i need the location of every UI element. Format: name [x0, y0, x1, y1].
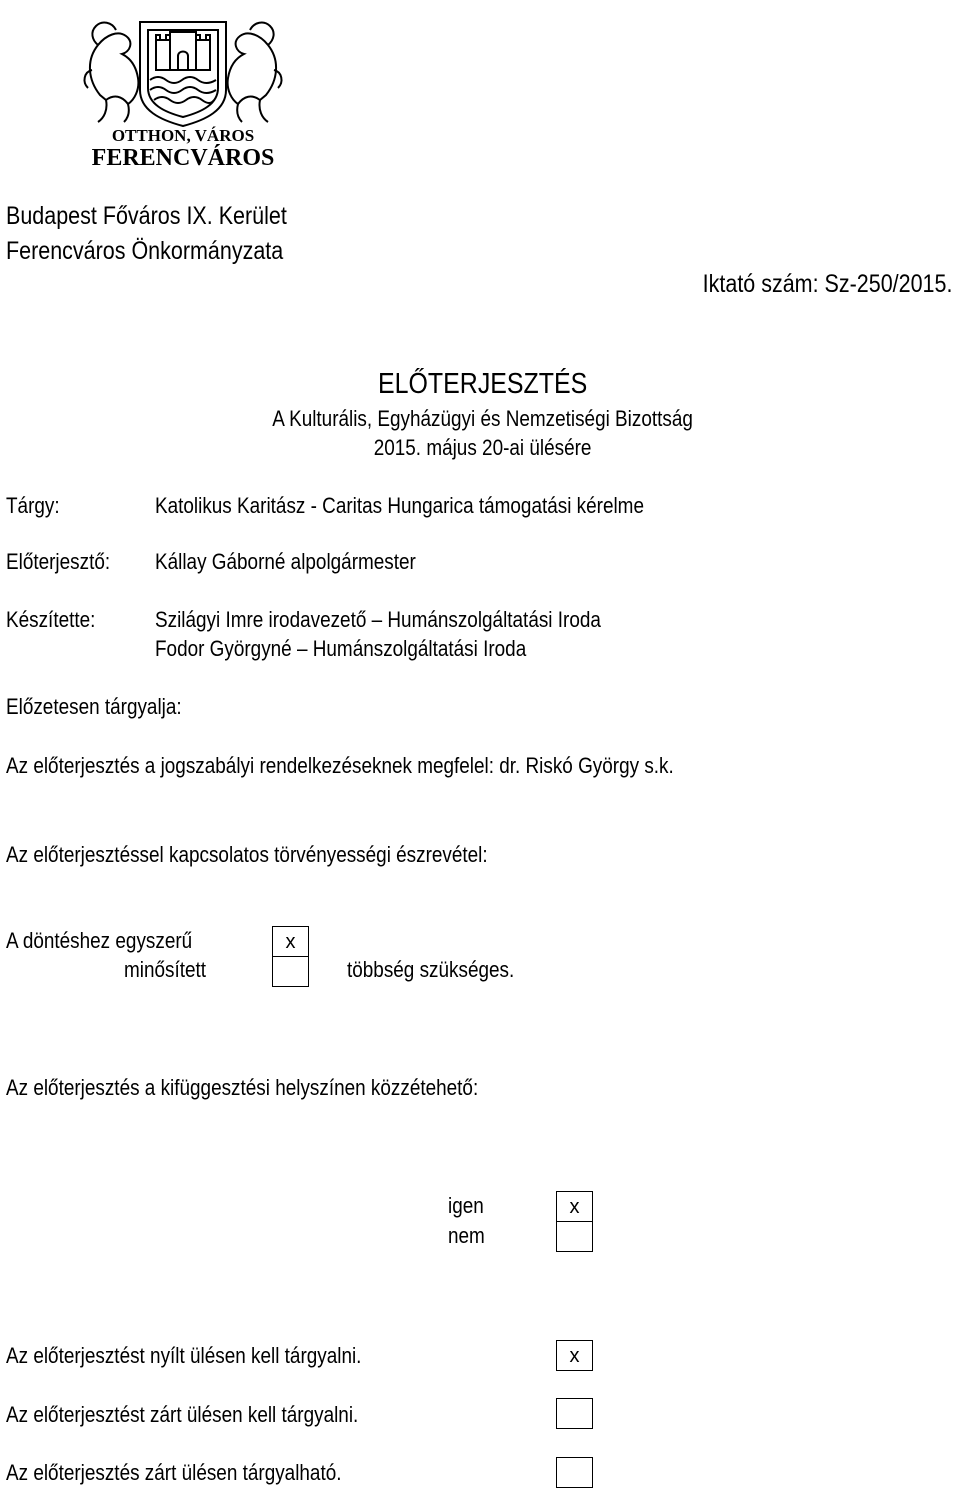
publish-question: Az előterjesztés a kifüggesztési helyszínen közzétehető:: [6, 1075, 479, 1100]
open-session-checkbox[interactable]: x: [556, 1340, 593, 1371]
presenter-value: Kállay Gáborné alpolgármester: [155, 549, 416, 574]
document-title: ELŐTERJESZTÉS: [378, 368, 588, 400]
legal-remark-label: Az előterjesztéssel kapcsolatos törvényességi észrevétel:: [6, 842, 488, 867]
publish-no-label: nem: [448, 1223, 485, 1248]
ferencvaros-coat-of-arms-logo: [78, 0, 288, 170]
logo-text-line2: FERENCVÁROS: [91, 145, 275, 170]
org-name-line2: Ferencváros Önkormányzata: [6, 237, 284, 265]
registration-number: Iktató szám: Sz-250/2015.: [702, 270, 952, 298]
presenter-label: Előterjesztő:: [6, 549, 111, 574]
subject-label: Tárgy:: [6, 493, 60, 518]
prepared-by-value-1: Szilágyi Imre irodavezető – Humánszolgáltatási Iroda: [155, 607, 601, 632]
legal-compliance-statement: Az előterjesztés a jogszabályi rendelkezéseknek megfelel: dr. Riskó György s.k.: [6, 753, 674, 778]
majority-qualified-checkbox[interactable]: [272, 956, 309, 987]
closed-session-possible-checkbox[interactable]: [556, 1457, 593, 1488]
meeting-date: 2015. május 20-ai ülésére: [374, 435, 592, 460]
majority-simple-label: A döntéshez egyszerű: [6, 928, 193, 953]
committee-name: A Kulturális, Egyházügyi és Nemzetiségi Bizottság: [272, 406, 694, 431]
publish-no-checkbox[interactable]: [556, 1221, 593, 1252]
prepared-by-label: Készítette:: [6, 607, 96, 632]
closed-session-statement: Az előterjesztést zárt ülésen kell tárgyalni.: [6, 1402, 359, 1427]
majority-suffix: többség szükséges.: [347, 957, 515, 982]
publish-yes-checkbox[interactable]: x: [556, 1191, 593, 1222]
subject-value: Katolikus Karitász - Caritas Hungarica támogatási kérelme: [155, 493, 644, 518]
pre-discussed-label: Előzetesen tárgyalja:: [6, 694, 182, 719]
org-name-line1: Budapest Főváros IX. Kerület: [6, 202, 287, 230]
closed-session-checkbox[interactable]: [556, 1398, 593, 1429]
closed-session-possible-statement: Az előterjesztés zárt ülésen tárgyalható.: [6, 1460, 342, 1485]
majority-qualified-label: minősített: [124, 957, 207, 982]
logo-text-line1: OTTHON, VÁROS: [111, 126, 255, 145]
open-session-statement: Az előterjesztést nyílt ülésen kell tárgyalni.: [6, 1343, 362, 1368]
prepared-by-value-2: Fodor Györgyné – Humánszolgáltatási Iroda: [155, 636, 527, 661]
publish-yes-label: igen: [448, 1193, 484, 1218]
majority-simple-checkbox[interactable]: x: [272, 926, 309, 957]
